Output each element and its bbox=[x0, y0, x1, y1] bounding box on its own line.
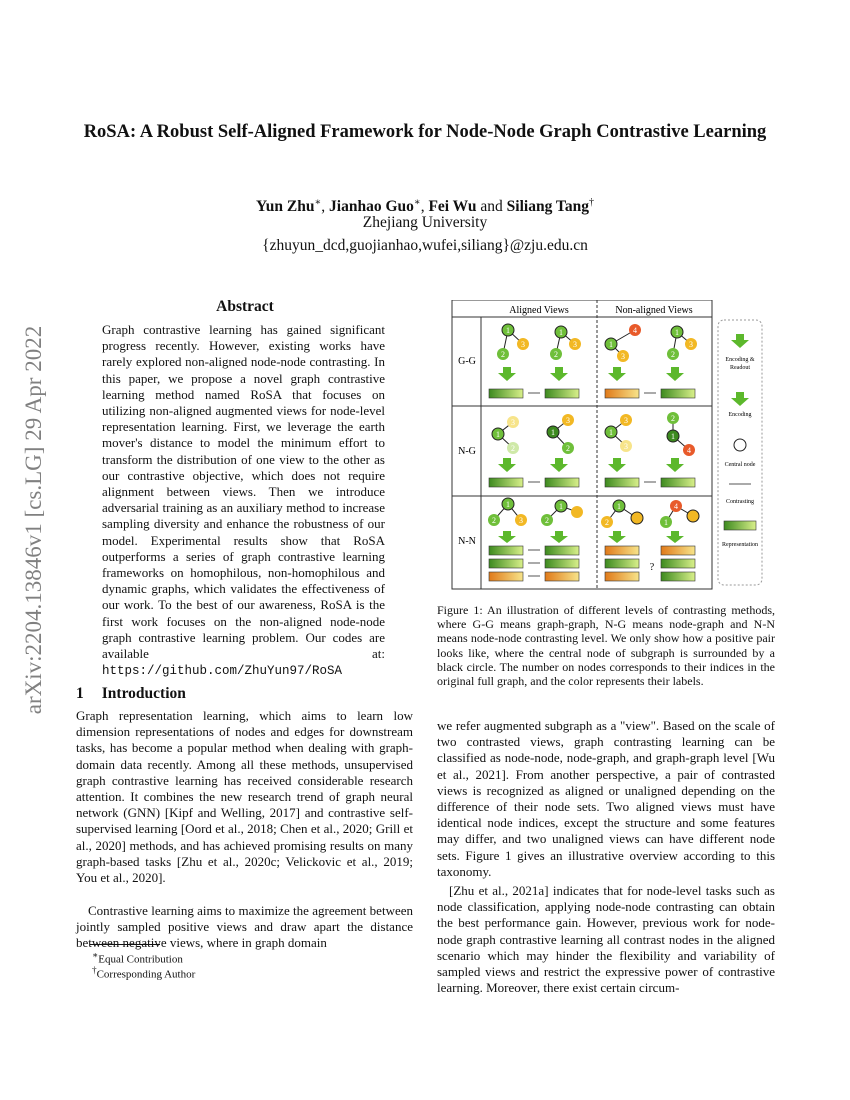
section-title: Introduction bbox=[101, 685, 186, 702]
node-label: 3 bbox=[573, 340, 577, 349]
figure-frame bbox=[452, 300, 712, 589]
legend-encoding: Encoding bbox=[728, 412, 752, 418]
node-label: 3 bbox=[624, 442, 628, 451]
author-and: and bbox=[480, 198, 503, 216]
author-name: Fei Wu bbox=[428, 198, 477, 216]
gg-nonaligned-graphs bbox=[605, 324, 697, 362]
author-mark: ∗ bbox=[413, 197, 421, 208]
abstract-heading: Abstract bbox=[216, 298, 274, 315]
node-label: 1 bbox=[551, 428, 555, 437]
abstract-body bbox=[102, 322, 385, 679]
figure-1-svg bbox=[451, 300, 763, 590]
node-label: 2 bbox=[492, 516, 496, 525]
legend-readout: Readout bbox=[730, 365, 750, 371]
node-label: 3 bbox=[621, 352, 625, 361]
author-mark: ∗ bbox=[314, 197, 322, 208]
figure-1 bbox=[451, 300, 763, 590]
node-label: 3 bbox=[521, 340, 525, 349]
legend-encode-readout-icon bbox=[731, 334, 749, 348]
node-label: 4 bbox=[674, 502, 678, 511]
node-label: 1 bbox=[559, 328, 563, 337]
author-mark: † bbox=[588, 197, 594, 208]
ng-graphs bbox=[492, 412, 695, 456]
node-label: 1 bbox=[559, 502, 563, 511]
question-mark: ? bbox=[649, 562, 655, 573]
node-label: 1 bbox=[496, 430, 500, 439]
footnote-mark: ∗ bbox=[92, 950, 99, 960]
row-label-ng: N-G bbox=[458, 446, 476, 457]
footnote-rule bbox=[90, 944, 160, 945]
node-label: 1 bbox=[506, 500, 510, 509]
node-label: 3 bbox=[519, 516, 523, 525]
node-label: 2 bbox=[501, 350, 505, 359]
arxiv-stamp bbox=[16, 270, 52, 770]
legend-central-node: Central node bbox=[724, 462, 756, 468]
node-label: 1 bbox=[609, 340, 613, 349]
node-label: 1 bbox=[664, 518, 668, 527]
footnote-text: Equal Contribution bbox=[98, 953, 183, 966]
section-heading bbox=[76, 685, 204, 703]
node-label: 3 bbox=[624, 416, 628, 425]
footnote-2 bbox=[92, 964, 195, 982]
legend-encode-icon bbox=[731, 392, 749, 406]
footnote-mark: † bbox=[92, 965, 97, 975]
legend-representation: Representation bbox=[722, 542, 758, 548]
node-label: 4 bbox=[687, 446, 691, 455]
arxiv-stamp-text: arXiv:2204.13846v1 [cs.LG] 29 Apr 2022 bbox=[21, 325, 46, 715]
legend-rep-icon bbox=[724, 521, 756, 530]
intro-paragraph-2: Contrastive learning aims to maximize the agreement between jointly sampled positive views and draw apart the distance between negative views, where in graph domain bbox=[76, 903, 413, 951]
row-label-gg: G-G bbox=[458, 356, 476, 367]
row-label-nn: N-N bbox=[458, 536, 476, 547]
legend-contrasting: Contrasting bbox=[726, 499, 754, 505]
node-label: 2 bbox=[671, 350, 675, 359]
node-label: 3 bbox=[566, 416, 570, 425]
col-nonaligned-label: Non-aligned Views bbox=[615, 305, 693, 316]
footnote-text: Corresponding Author bbox=[96, 968, 196, 981]
author-separator: , bbox=[321, 198, 326, 216]
author-name: Jianhao Guo bbox=[329, 198, 414, 216]
legend-encoding-readout: Encoding & bbox=[725, 357, 755, 363]
author-separator: , bbox=[420, 198, 425, 216]
node-label: 4 bbox=[633, 326, 637, 335]
code-link[interactable]: https://github.com/ZhuYun97/RoSA bbox=[102, 664, 343, 679]
affiliation: Zhejiang University bbox=[362, 214, 488, 231]
author-email: {zhuyun_dcd,guojianhao,wufei,siliang}@zju.edu.cn bbox=[262, 237, 588, 254]
node-label: 1 bbox=[506, 326, 510, 335]
node-label: 2 bbox=[605, 518, 609, 527]
section-number: 1 bbox=[76, 685, 84, 702]
intro-paragraph-1: Graph representation learning, which aims to learn low dimension representations of nodes and edges for downstream tasks, has become a popular method when dealing with graph-domain data recently. Among all these methods, unsupervised graph contrastive learning has received considerable research attention. It combines the new research trend of graph neural network (GNN) [Kipf and Welling, 2017] and contrastive self-supervised learning [Oord et al., 2018; Chen et al., 2020; Grill et al., 2020] methods, and has achieved promising results on many graph-based tasks [Zhu et al., 2020c; Velickovic et al., 2019; You et al., 2020]. bbox=[76, 708, 413, 886]
node-label: 2 bbox=[545, 516, 549, 525]
node-label: 2 bbox=[671, 414, 675, 423]
author-name: Yun Zhu bbox=[256, 198, 315, 216]
node-label: 2 bbox=[566, 444, 570, 453]
node-label: 1 bbox=[671, 432, 675, 441]
node-label: 3 bbox=[511, 418, 515, 427]
node-label: 1 bbox=[675, 328, 679, 337]
author-name: Siliang Tang bbox=[506, 198, 589, 216]
node-label: 1 bbox=[617, 502, 621, 511]
right-paragraph-1: we refer augmented subgraph as a "view". Based on the scale of two contrasted views, graph contrasting learning can be classified as node-node, node-graph, and graph-graph level [Wu et al., 2021]. From another perspective, a pair of contrasted views is recognized as aligned or unaligned depending on the difference of their node sets. Two aligned views must have identical node indices, except the structure and some features may differ, and two unaligned views can have different node sets. Figure 1 gives an illustrative overview according to this taxonomy. bbox=[437, 718, 775, 879]
node-label: 2 bbox=[511, 444, 515, 453]
abstract-text: Graph contrastive learning has gained significant progress recently. However, existing works have rarely explored non-aligned node-node contrasting. In this paper, we propose a novel graph contrastive learning method named RoSA that focuses on utilizing non-aligned augmented views for node-level representation learning. First, we leverage the earth mover's distance to model the minimum effort to transform the distribution of one view to the other as our contrastive objective, which does not require alignment between views. Then we introduce adversarial training as an auxiliary method to increase sampling diversity and enhance the robustness of our model. Experimental results show that RoSA outperforms a series of graph contrastive learning frameworks on homophilous, non-homophilous and dynamic graphs, which validates the effectiveness of our work. To the best of our awareness, RoSA is the first work focuses on the non-aligned node-node graph contrastive learning problem. Our codes are available at: bbox=[102, 322, 385, 662]
node-label: 3 bbox=[689, 340, 693, 349]
gg-aligned-graphs bbox=[497, 324, 581, 360]
right-paragraph-2: [Zhu et al., 2021a] indicates that for node-level tasks such as node classification, applying node-node contrasting can obtain the best performance gain. However, previous work for node-node graph contrastive learning all contrast nodes in the aligned scenario which may hinder the flexibility and variability of sampled views and restrict the expressive power of contrastive learning. Moreover, there exist certain circum- bbox=[437, 883, 775, 996]
figure-caption: Figure 1: An illustration of different levels of contrasting methods, where G-G means graph-graph, N-G means node-graph and N-N means node-node contrasting level. We only show how a positive pair looks like, where the central node of subgraph is surrounded by a black circle. The number on nodes corresponds to their indices in the original full graph, and the color represents their labels. bbox=[437, 603, 775, 689]
node-label: 2 bbox=[554, 350, 558, 359]
paper-title: RoSA: A Robust Self-Aligned Framework for Node-Node Graph Contrastive Learning bbox=[83, 122, 767, 142]
legend-central-node-icon bbox=[734, 439, 746, 451]
col-aligned-label: Aligned Views bbox=[509, 305, 569, 316]
representation-bars bbox=[489, 389, 695, 581]
node-label: 1 bbox=[609, 428, 613, 437]
